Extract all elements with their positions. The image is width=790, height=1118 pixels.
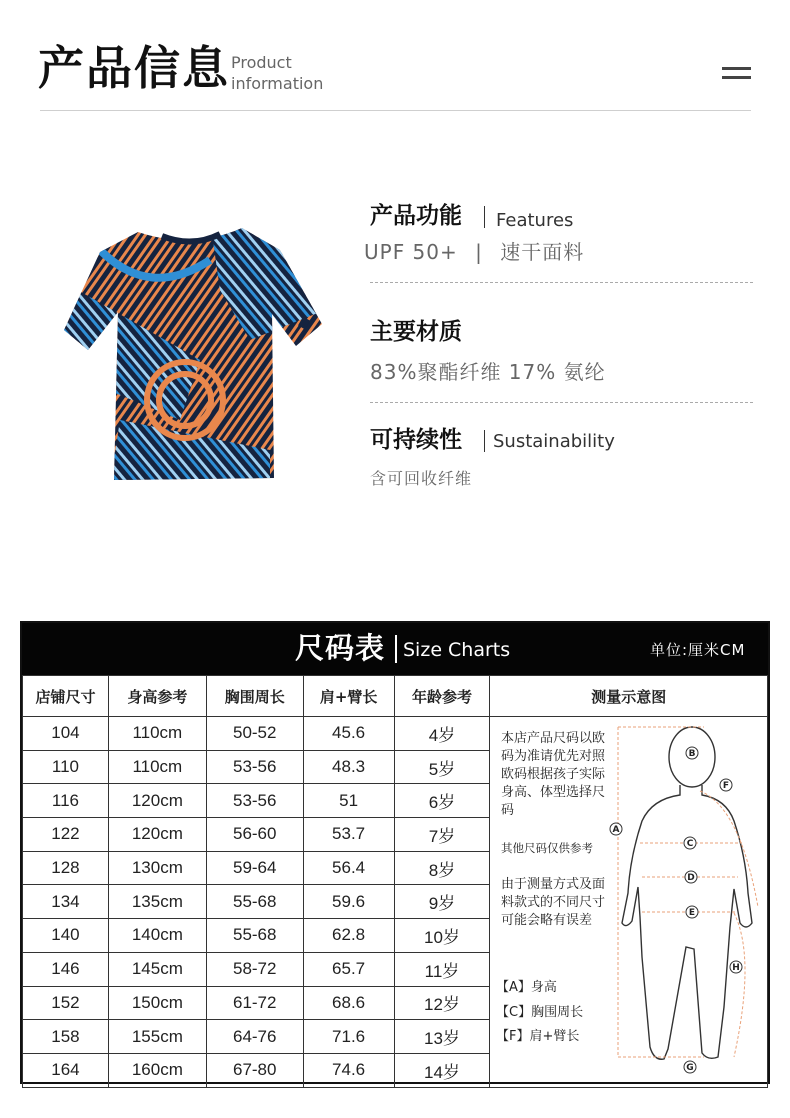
features-title: 产品功能: [370, 203, 462, 229]
cell-height: 150cm: [108, 986, 206, 1020]
size-table-header-row: [23, 676, 768, 717]
cell-age: 14岁: [394, 1053, 490, 1087]
cell-age: 9岁: [394, 885, 490, 919]
cell-age: 11岁: [394, 952, 490, 986]
cell-age: 10岁: [394, 919, 490, 953]
subtitle-line-1: Product: [231, 53, 292, 72]
cell-age: 8岁: [394, 851, 490, 885]
note-other-sizes: 其他尺码仅供参考: [501, 841, 593, 855]
cell-shoulder-arm: 56.4: [303, 851, 394, 885]
cell-age: 13岁: [394, 1020, 490, 1054]
cell-shoulder-arm: 71.6: [303, 1020, 394, 1054]
cell-height: 145cm: [108, 952, 206, 986]
cell-chest: 59-64: [206, 851, 303, 885]
header-divider: [40, 110, 751, 111]
legend-f: 【F】肩+臂长: [496, 1029, 580, 1044]
cell-shoulder-arm: 53.7: [303, 818, 394, 852]
cell-height: 110cm: [108, 750, 206, 784]
cell-store-size: 158: [23, 1020, 109, 1054]
marker-f: F: [722, 781, 730, 791]
cell-store-size: 164: [23, 1053, 109, 1087]
cell-age: 6岁: [394, 784, 490, 818]
measurement-diagram: [490, 717, 768, 1083]
cell-shoulder-arm: 62.8: [303, 919, 394, 953]
size-chart-title-separator: [395, 635, 397, 663]
cell-store-size: 110: [23, 750, 109, 784]
cell-shoulder-arm: 65.7: [303, 952, 394, 986]
cell-shoulder-arm: 48.3: [303, 750, 394, 784]
marker-b: B: [688, 749, 696, 759]
cell-store-size: 104: [23, 717, 109, 751]
cell-age: 7岁: [394, 818, 490, 852]
note-european-size: 本店产品尺码以欧码为准请优先对照欧码根据孩子实际身高、体型选择尺码: [501, 731, 606, 818]
sustainability-separator: [484, 430, 485, 452]
value-separator: |: [475, 240, 483, 264]
col-header-chest: 胸围周长: [206, 676, 303, 717]
divider-dashed-1: [370, 282, 753, 283]
marker-c: C: [686, 839, 694, 849]
upf-rating: UPF 50+: [364, 240, 458, 264]
divider-dashed-2: [370, 402, 753, 403]
note-measurement-error: 由于测量方式及面料款式的不同尺寸可能会略有误差: [501, 877, 606, 928]
size-chart-title: 尺码表: [295, 631, 386, 665]
material-value: 83%聚酯纤维 17% 氨纶: [370, 360, 606, 384]
cell-height: 155cm: [108, 1020, 206, 1054]
sustainability-value: 含可回收纤维: [370, 469, 473, 488]
cell-shoulder-arm: 45.6: [303, 717, 394, 751]
cell-chest: 61-72: [206, 986, 303, 1020]
cell-height: 120cm: [108, 818, 206, 852]
marker-e: E: [688, 908, 696, 918]
material-title: 主要材质: [370, 319, 462, 345]
features-title-en: Features: [496, 210, 574, 231]
product-image: [60, 220, 325, 485]
size-chart-title-en: Size Charts: [403, 639, 511, 661]
col-header-diagram: 测量示意图: [490, 676, 768, 717]
cell-chest: 50-52: [206, 717, 303, 751]
cell-height: 110cm: [108, 717, 206, 751]
size-chart-header: [22, 623, 768, 675]
cell-chest: 58-72: [206, 952, 303, 986]
cell-height: 140cm: [108, 919, 206, 953]
cell-chest: 53-56: [206, 750, 303, 784]
cell-chest: 55-68: [206, 919, 303, 953]
marker-h: H: [732, 963, 740, 973]
marker-d: D: [687, 873, 695, 883]
subtitle-line-2: information: [231, 74, 324, 93]
cell-chest: 56-60: [206, 818, 303, 852]
col-header-age: 年龄参考: [394, 676, 490, 717]
sustainability-title: 可持续性: [370, 427, 462, 453]
cell-age: 5岁: [394, 750, 490, 784]
hamburger-icon[interactable]: [722, 67, 751, 83]
cell-store-size: 128: [23, 851, 109, 885]
cell-store-size: 140: [23, 919, 109, 953]
cell-store-size: 152: [23, 986, 109, 1020]
cell-height: 160cm: [108, 1053, 206, 1087]
size-chart: [20, 621, 770, 1084]
cell-chest: 55-68: [206, 885, 303, 919]
cell-shoulder-arm: 51: [303, 784, 394, 818]
cell-height: 120cm: [108, 784, 206, 818]
cell-chest: 64-76: [206, 1020, 303, 1054]
cell-chest: 67-80: [206, 1053, 303, 1087]
marker-a: A: [612, 825, 620, 835]
cell-store-size: 116: [23, 784, 109, 818]
cell-height: 130cm: [108, 851, 206, 885]
cell-shoulder-arm: 74.6: [303, 1053, 394, 1087]
quick-dry: 速干面料: [500, 240, 585, 264]
cell-store-size: 146: [23, 952, 109, 986]
col-header-store-size: 店铺尺寸: [23, 676, 109, 717]
page-subtitle: [231, 52, 323, 94]
marker-g: G: [686, 1063, 694, 1073]
cell-age: 12岁: [394, 986, 490, 1020]
legend-a: 【A】身高: [496, 980, 557, 995]
legend-c: 【C】胸围周长: [496, 1005, 584, 1020]
cell-age: 4岁: [394, 717, 490, 751]
features-value: [364, 239, 584, 265]
cell-shoulder-arm: 59.6: [303, 885, 394, 919]
cell-store-size: 134: [23, 885, 109, 919]
cell-shoulder-arm: 68.6: [303, 986, 394, 1020]
cell-height: 135cm: [108, 885, 206, 919]
sustainability-title-en: Sustainability: [493, 431, 615, 452]
col-header-height: 身高参考: [108, 676, 206, 717]
cell-chest: 53-56: [206, 784, 303, 818]
page-title: 产品信息: [38, 41, 230, 95]
cell-store-size: 122: [23, 818, 109, 852]
col-header-shoulder-arm: 肩+臂长: [303, 676, 394, 717]
features-separator: [484, 206, 485, 228]
size-chart-unit: 单位:厘米CM: [650, 641, 746, 659]
